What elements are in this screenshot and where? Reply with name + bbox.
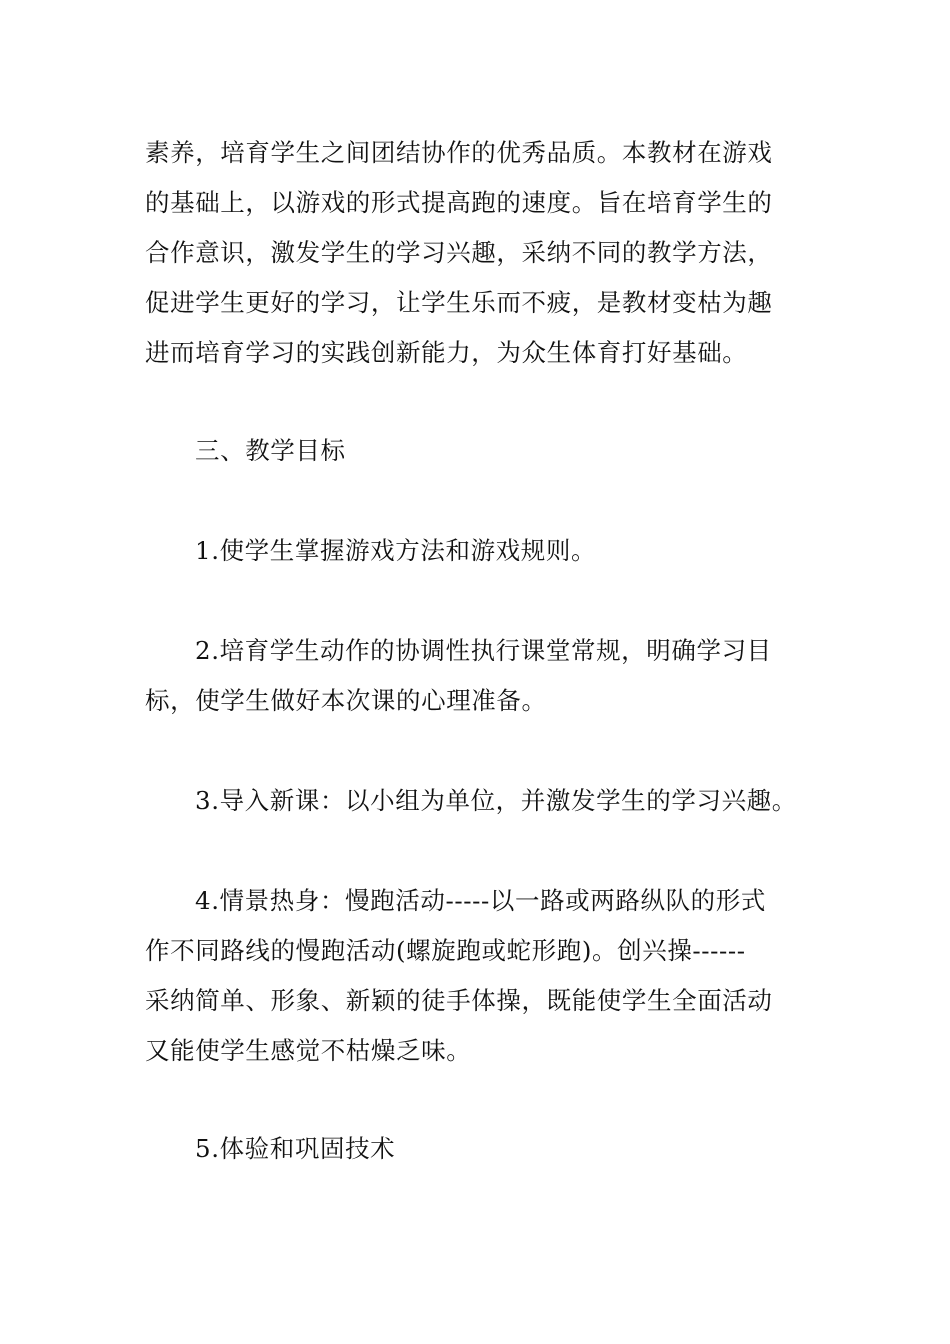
paragraph-line: 进而培育学习的实践创新能力，为众生体育打好基础。 [145, 338, 748, 367]
list-item-line: 2.培育学生动作的协调性执行课堂常规，明确学习目 [195, 636, 772, 665]
paragraph-line: 促进学生更好的学习，让学生乐而不疲，是教材变枯为趣 [145, 288, 773, 317]
list-item: 3.导入新课：以小组为单位，并激发学生的学习兴趣。 [195, 786, 797, 815]
list-item: 1.使学生掌握游戏方法和游戏规则。 [195, 536, 597, 565]
list-item-line: 4.情景热身：慢跑活动-----以一路或两路纵队的形式 [195, 886, 766, 915]
list-item-line: 作不同路线的慢跑活动(螺旋跑或蛇形跑)。创兴操------ [145, 936, 746, 965]
list-item-line: 又能使学生感觉不枯燥乏味。 [145, 1036, 472, 1065]
paragraph-line: 的基础上，以游戏的形式提高跑的速度。旨在培育学生的 [145, 188, 773, 217]
section-heading: 三、教学目标 [195, 436, 346, 465]
list-item-line: 标，使学生做好本次课的心理准备。 [145, 686, 547, 715]
list-item: 5.体验和巩固技术 [195, 1134, 396, 1163]
paragraph-line: 素养，培育学生之间团结协作的优秀品质。本教材在游戏 [145, 138, 773, 167]
paragraph-line: 合作意识，激发学生的学习兴趣，采纳不同的教学方法， [145, 238, 773, 267]
list-item-line: 采纳简单、形象、新颖的徒手体操，既能使学生全面活动 [145, 986, 773, 1015]
